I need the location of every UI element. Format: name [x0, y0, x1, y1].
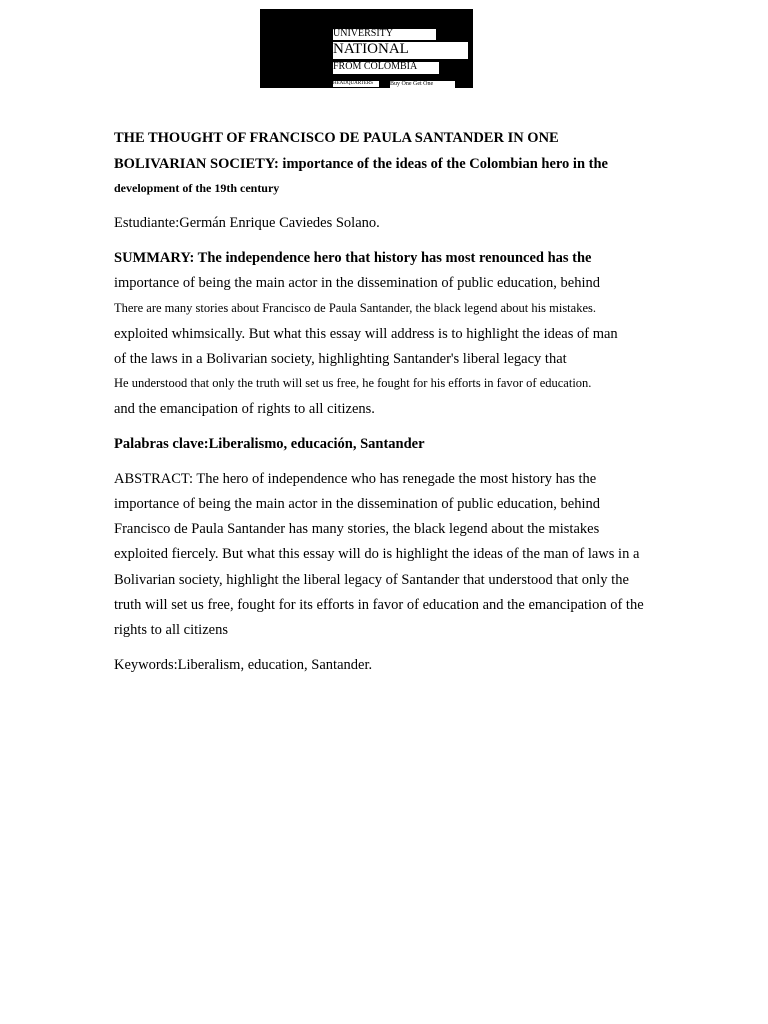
abstract-line-6: truth will set us free, fought for its efforts in favor of education and the emancipation of the [114, 597, 644, 613]
summary-line-7: and the emancipation of rights to all citizens. [114, 401, 375, 417]
title-line-2: BOLIVARIAN SOCIETY: importance of the ideas of the Colombian hero in the [114, 156, 608, 172]
title-line-3: development of the 19th century [114, 181, 280, 195]
keywords-english: Keywords:Liberalism, education, Santander. [114, 657, 373, 673]
summary-line-6: He understood that only the truth will set us free, he fought for his efforts in favor of education. [114, 376, 592, 390]
summary-line-2: importance of being the main actor in the dissemination of public education, behind [114, 275, 601, 291]
logo-line-national: NATIONAL [333, 42, 468, 59]
abstract-line-2: importance of being the main actor in the dissemination of public education, behind [114, 496, 601, 512]
abstract-line-1: ABSTRACT: The hero of independence who has renegade the most history has the [114, 471, 597, 487]
abstract-line-3: Francisco de Paula Santander has many stories, the black legend about the mistakes [114, 521, 600, 537]
logo-line-headquarters: HEADQUARTERS [333, 81, 379, 87]
keywords-spanish: Palabras clave:Liberalismo, educación, Santander [114, 436, 425, 452]
abstract-line-4: exploited fiercely. But what this essay will do is highlight the ideas of the man of laws in a [114, 546, 640, 562]
student-name: Estudiante:Germán Enrique Caviedes Solano. [114, 215, 380, 231]
summary-line-5: of the laws in a Bolivarian society, highlighting Santander's liberal legacy that [114, 351, 567, 367]
summary-line-3: There are many stories about Francisco de Paula Santander, the black legend about his mistakes. [114, 301, 596, 315]
logo-line-from-colombia: FROM COLOMBIA [333, 62, 439, 74]
logo-line-tagline: Buy One Get One [390, 81, 455, 88]
summary-line-1: SUMMARY: The independence hero that history has most renounced has the [114, 250, 592, 266]
logo-line-university: UNIVERSITY [333, 29, 436, 40]
summary-line-4: exploited whimsically. But what this essay will address is to highlight the ideas of man [114, 326, 618, 342]
abstract-line-7: rights to all citizens [114, 622, 228, 638]
title-line-1: THE THOUGHT OF FRANCISCO DE PAULA SANTANDER IN ONE [114, 130, 559, 146]
university-logo [260, 9, 473, 88]
abstract-line-5: Bolivarian society, highlight the liberal legacy of Santander that understood that only the [114, 572, 629, 588]
